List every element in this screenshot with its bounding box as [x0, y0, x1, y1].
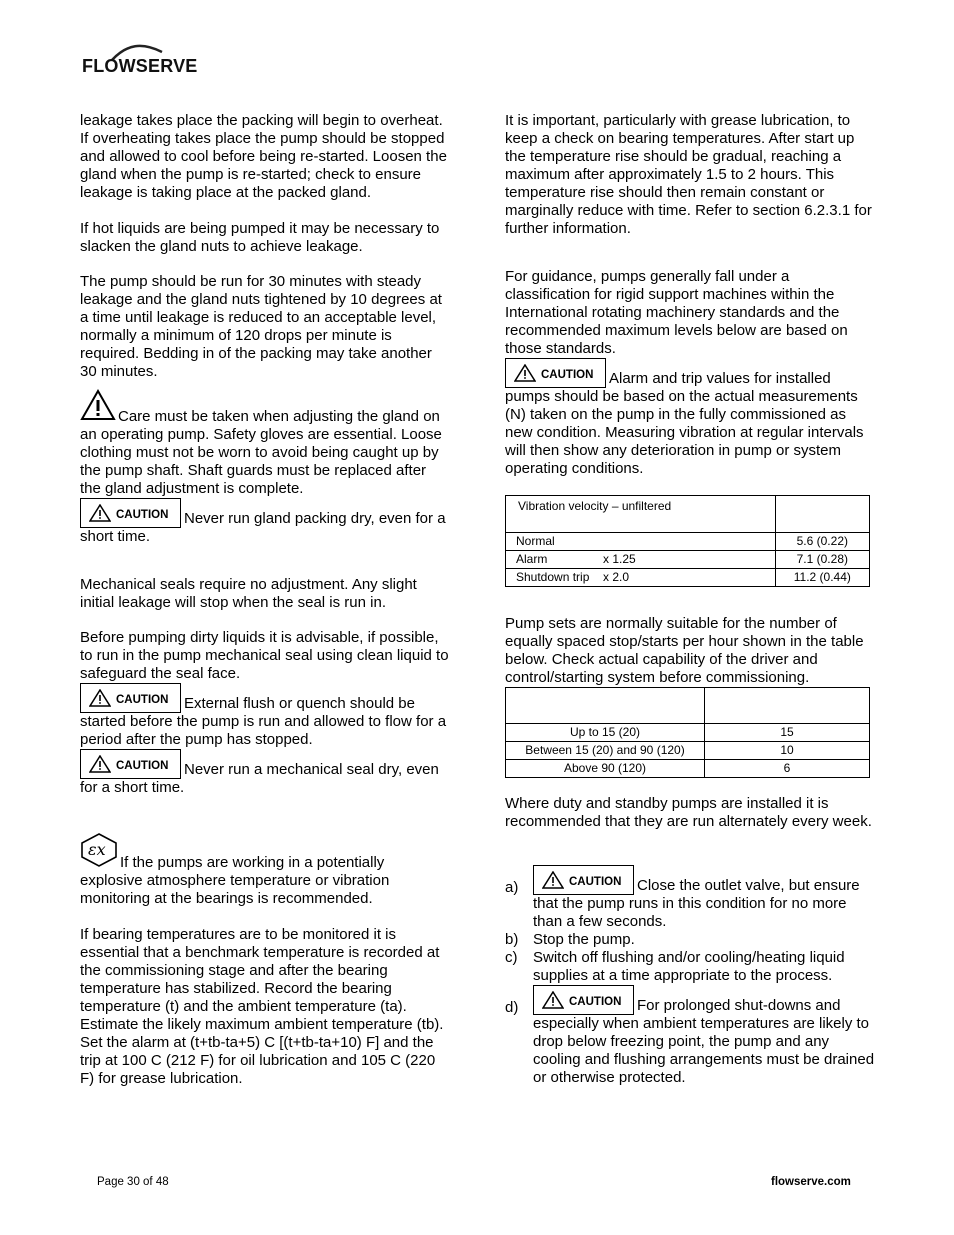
table-cell: 5.6 (0.22) [775, 533, 869, 551]
table-row [506, 724, 870, 742]
caution-box [80, 683, 181, 713]
right-column [505, 112, 877, 1087]
caution-label: CAUTION [116, 509, 169, 521]
table-cell: 10 [705, 742, 870, 760]
table-cell: Normal [506, 533, 776, 551]
list-item [505, 865, 877, 931]
paragraph: The pump should be run for 30 minutes with steady leakage and the gland nuts tightened by 10 degrees at a time until leakage is reduced to an acceptable level, normally a minimum of 120 drops per minute is required. Bedding in of the packing may take another 30 minutes. [80, 273, 442, 380]
caution-paragraph [80, 749, 450, 797]
table-cell: 11.2 (0.44) [775, 569, 869, 587]
list-item-text: For prolonged shut-downs and especially when ambient temperatures are likely to drop below freezing point, the pump and any cooling and flushing arrangements must be drained or otherwise protected. [533, 997, 875, 1086]
paragraph: Where duty and standby pumps are installed it is recommended that they are run alternately every week. [505, 795, 872, 830]
list-item-text: Switch off flushing and/or cooling/heating liquid supplies at a time appropriate to the process. [533, 949, 845, 984]
caution-triangle-icon [514, 364, 536, 382]
table-cell: 7.1 (0.28) [775, 551, 869, 569]
list-item [505, 949, 877, 985]
warning-triangle-icon [80, 389, 116, 426]
list-marker: a) [505, 879, 519, 896]
table-row [506, 551, 870, 569]
list-marker: c) [505, 949, 518, 966]
caution-triangle-icon [89, 755, 111, 773]
ex-text: If the pumps are working in a potentially explosive atmosphere temperature or vibration monitoring at the bearings is recommended. [80, 854, 390, 907]
table-cell: Shutdown trip x 2.0 [506, 569, 776, 587]
caution-triangle-icon [542, 871, 564, 889]
explosion-proof-ex-icon [80, 833, 118, 872]
caution-box [505, 358, 606, 388]
caution-box [533, 865, 634, 895]
table-cell: Up to 15 (20) [506, 724, 705, 742]
paragraph: Mechanical seals require no adjustment. Any slight initial leakage will stop when the seal is run in. [80, 576, 417, 611]
list-marker: d) [505, 999, 519, 1016]
caution-box [533, 985, 634, 1015]
caution-paragraph [80, 498, 450, 546]
logo-text: FLOWSERVE [82, 56, 198, 76]
list-item-text: Stop the pump. [533, 931, 635, 948]
list-item [505, 985, 877, 1087]
table-cell: Above 90 (120) [506, 760, 705, 778]
paragraph: Pump sets are normally suitable for the number of equally spaced stop/starts per hour shown in the table below. Check actual capability of the driver and control/starting system before commissioning. [505, 615, 864, 686]
caution-label: CAUTION [569, 996, 622, 1008]
flowserve-logo [82, 42, 202, 82]
shutdown-steps [505, 865, 877, 1087]
vibration-table-header: Vibration velocity – unfiltered [506, 496, 776, 533]
svg-text:εx: εx [88, 840, 106, 859]
paragraph: leakage takes place the packing will begin to overheat. If overheating takes place the pump should be stopped and allowed to cool before being re-started. Loosen the gland when the pump is re-started; check to ensure leakage is taking place at the packed gland. [80, 112, 447, 201]
start-stop-table [505, 687, 870, 778]
caution-text: Never run gland packing dry, even for a short time. [80, 510, 446, 545]
caution-label: CAUTION [541, 369, 594, 381]
paragraph: For guidance, pumps generally fall under a classification for rigid support machines within the International rotating machinery standards and the recommended maximum levels below are based on those standards. [505, 268, 848, 357]
table-header-blank [705, 688, 870, 724]
table-cell: Alarm x 1.25 [506, 551, 776, 569]
list-item-text: Close the outlet valve, but ensure that the pump runs in this condition for no more than a few seconds. [533, 877, 860, 930]
paragraph: It is important, particularly with grease lubrication, to keep a check on bearing temperatures. After start up the temperature rise should be gradual, reaching a maximum after approximately 1.5 to 2 hours. This temperature rise should then remain constant or marginally reduce with time. Refer to section 6.2.3.1 for further information. [505, 112, 872, 237]
caution-label: CAUTION [116, 694, 169, 706]
caution-text: External flush or quench should be started before the pump is run and allowed to flow for a period after the pump has stopped. [80, 695, 447, 748]
caution-triangle-icon [89, 504, 111, 522]
caution-triangle-icon [89, 689, 111, 707]
caution-label: CAUTION [116, 760, 169, 772]
vibration-table [505, 495, 870, 587]
list-marker: b) [505, 931, 519, 948]
table-header-blank [506, 688, 705, 724]
warning-paragraph [80, 389, 450, 498]
page-number: Page 30 of 48 [97, 1176, 169, 1188]
table-row [506, 569, 870, 587]
caution-text: Alarm and trip values for installed pumps should be based on the actual measurements (N) taken on the pump in the fully commissioned as new condition. Measuring vibration at regular intervals will then show any deterioration in pump or system operating conditions. [505, 370, 864, 477]
ex-paragraph [80, 833, 450, 908]
left-column [80, 112, 450, 1088]
caution-label: CAUTION [569, 876, 622, 888]
paragraph: If bearing temperatures are to be monitored it is essential that a benchmark temperature is recorded at the commissioning stage and after the bearing temperature has stabilized. Record the bearing temperature (t) and the ambient temperature (ta). Estimate the likely maximum ambient temperature (tb). Set the alarm at (t+tb-ta+5) C [(t+tb-ta+10) F] and the trip at 100 C (212 F) for oil lubrication and 105 C (220 F) for grease lubrication. [80, 926, 444, 1087]
paragraph: Before pumping dirty liquids it is advisable, if possible, to run in the pump mechanical seal using clean liquid to safeguard the seal face. [80, 629, 449, 682]
warning-text: Care must be taken when adjusting the gland on an operating pump. Safety gloves are essential. Loose clothing must not be worn to avoid being caught up by the pump shaft. Shaft guards must be replaced after the gland adjustment is complete. [80, 408, 442, 497]
caution-triangle-icon [542, 991, 564, 1009]
caution-paragraph [80, 683, 450, 749]
table-row [506, 533, 870, 551]
caution-box [80, 749, 181, 779]
caution-paragraph [505, 358, 877, 478]
table-row [506, 760, 870, 778]
vibration-table-header-blank [775, 496, 869, 533]
footer-site: flowserve.com [771, 1176, 851, 1188]
caution-box [80, 498, 181, 528]
list-item [505, 931, 877, 949]
table-cell: 15 [705, 724, 870, 742]
caution-text: Never run a mechanical seal dry, even for a short time. [80, 761, 439, 796]
table-row [506, 742, 870, 760]
table-cell: 6 [705, 760, 870, 778]
table-cell: Between 15 (20) and 90 (120) [506, 742, 705, 760]
paragraph: If hot liquids are being pumped it may be necessary to slacken the gland nuts to achieve leakage. [80, 220, 440, 255]
